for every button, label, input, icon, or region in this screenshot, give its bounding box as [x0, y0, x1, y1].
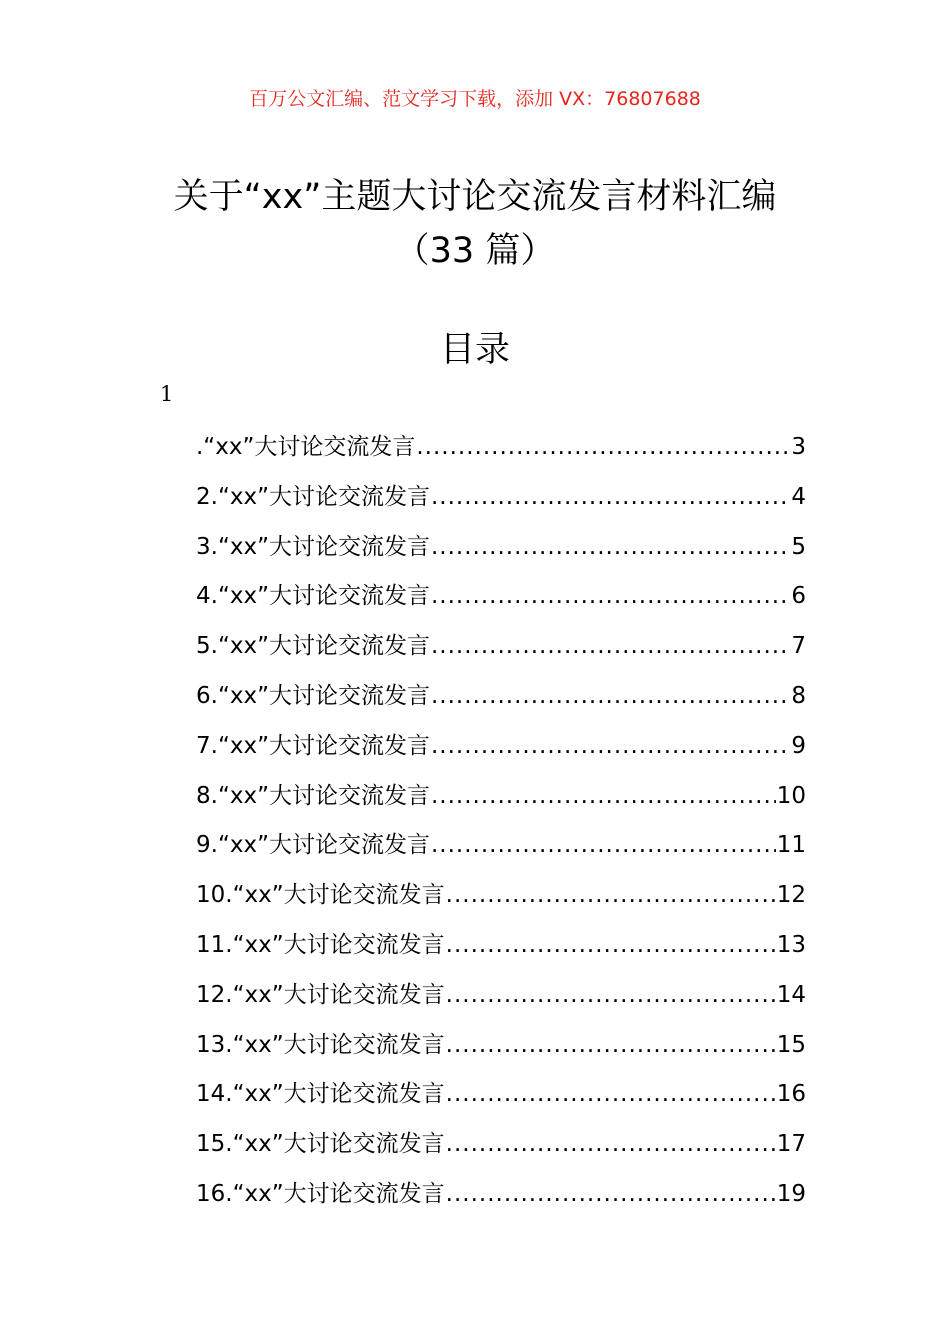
toc-entry-leader [431, 484, 790, 510]
toc-entry-page: 15 [776, 1031, 806, 1058]
document-title [0, 170, 950, 278]
toc-entry[interactable] [196, 577, 806, 627]
toc-entry-page: 19 [776, 1180, 806, 1207]
toc-entry-title: 5.“xx”大讨论交流发言 [196, 633, 430, 660]
toc-entry-title: .“xx”大讨论交流发言 [196, 434, 416, 460]
toc-entry-title: 16.“xx”大讨论交流发言 [196, 1180, 445, 1207]
toc-entry-title: 11.“xx”大讨论交流发言 [196, 931, 445, 958]
toc-entry-leader [431, 583, 790, 609]
toc-entry-page: 7 [791, 633, 806, 660]
toc-entry-leader [446, 982, 776, 1008]
toc-entry-leader [431, 534, 790, 560]
toc-entry-title: 3.“xx”大讨论交流发言 [196, 533, 430, 560]
toc-entry-page: 3 [791, 434, 806, 460]
toc-entry-title: 10.“xx”大讨论交流发言 [196, 882, 445, 909]
toc-entry-page: 12 [776, 882, 806, 909]
toc-entry-page: 11 [776, 832, 806, 859]
stray-number: 1 [160, 382, 174, 406]
toc-entry[interactable] [196, 976, 806, 1026]
toc-entry-leader [446, 932, 776, 958]
toc-entry-page: 16 [776, 1081, 806, 1108]
toc-entry-leader [431, 633, 790, 659]
toc-entry-page: 13 [776, 931, 806, 958]
toc-entry-leader [416, 434, 790, 460]
toc-entry-leader [431, 832, 776, 858]
toc-entry-title: 15.“xx”大讨论交流发言 [196, 1131, 445, 1158]
toc-entry-page: 10 [776, 782, 806, 809]
toc-entry-page: 5 [791, 533, 806, 560]
toc-entry[interactable] [196, 926, 806, 976]
document-title-line-1: 关于“xx”主题大讨论交流发言材料汇编 [173, 177, 777, 217]
header-note: 百万公文汇编、范文学习下载，添加 VX：76807688 [249, 88, 701, 110]
toc-entry-page: 17 [776, 1131, 806, 1158]
toc-entry[interactable] [196, 727, 806, 777]
toc-entry-title: 6.“xx”大讨论交流发言 [196, 682, 430, 709]
toc-entry-title: 2.“xx”大讨论交流发言 [196, 483, 430, 510]
toc-entry-leader [431, 783, 776, 809]
toc-entry-title: 8.“xx”大讨论交流发言 [196, 782, 430, 809]
toc-entry-title: 4.“xx”大讨论交流发言 [196, 583, 430, 610]
toc-entry[interactable] [196, 826, 806, 876]
toc-entry[interactable] [196, 1026, 806, 1076]
document-title-line-2: （33 篇） [394, 231, 556, 271]
toc-entry-page: 9 [791, 732, 806, 759]
toc-entry[interactable] [196, 428, 806, 478]
toc-entry-title: 12.“xx”大讨论交流发言 [196, 981, 445, 1008]
toc-entry-title: 9.“xx”大讨论交流发言 [196, 832, 430, 859]
toc-entry[interactable] [196, 677, 806, 727]
toc-entry-leader [446, 1081, 776, 1107]
toc-entry[interactable] [196, 777, 806, 827]
toc-entry-leader [446, 882, 776, 908]
toc-entry[interactable] [196, 1075, 806, 1125]
toc-entry-leader [431, 683, 790, 709]
toc-entry-page: 14 [776, 981, 806, 1008]
toc-entry[interactable] [196, 478, 806, 528]
toc-entry-leader [446, 1181, 776, 1207]
toc-entry-leader [431, 733, 790, 759]
toc-entry-leader [446, 1032, 776, 1058]
toc-entry[interactable] [196, 1125, 806, 1175]
toc-entry-title: 13.“xx”大讨论交流发言 [196, 1031, 445, 1058]
toc-entry-page: 8 [791, 682, 806, 709]
table-of-contents [196, 428, 806, 1225]
toc-entry-title: 14.“xx”大讨论交流发言 [196, 1081, 445, 1108]
toc-heading: 目录 [439, 330, 510, 370]
toc-entry-page: 4 [791, 483, 806, 510]
toc-entry[interactable] [196, 1175, 806, 1225]
toc-entry-title: 7.“xx”大讨论交流发言 [196, 732, 430, 759]
toc-entry-leader [446, 1131, 776, 1157]
toc-entry[interactable] [196, 528, 806, 578]
toc-entry[interactable] [196, 627, 806, 677]
toc-entry-page: 6 [791, 583, 806, 610]
toc-entry[interactable] [196, 876, 806, 926]
